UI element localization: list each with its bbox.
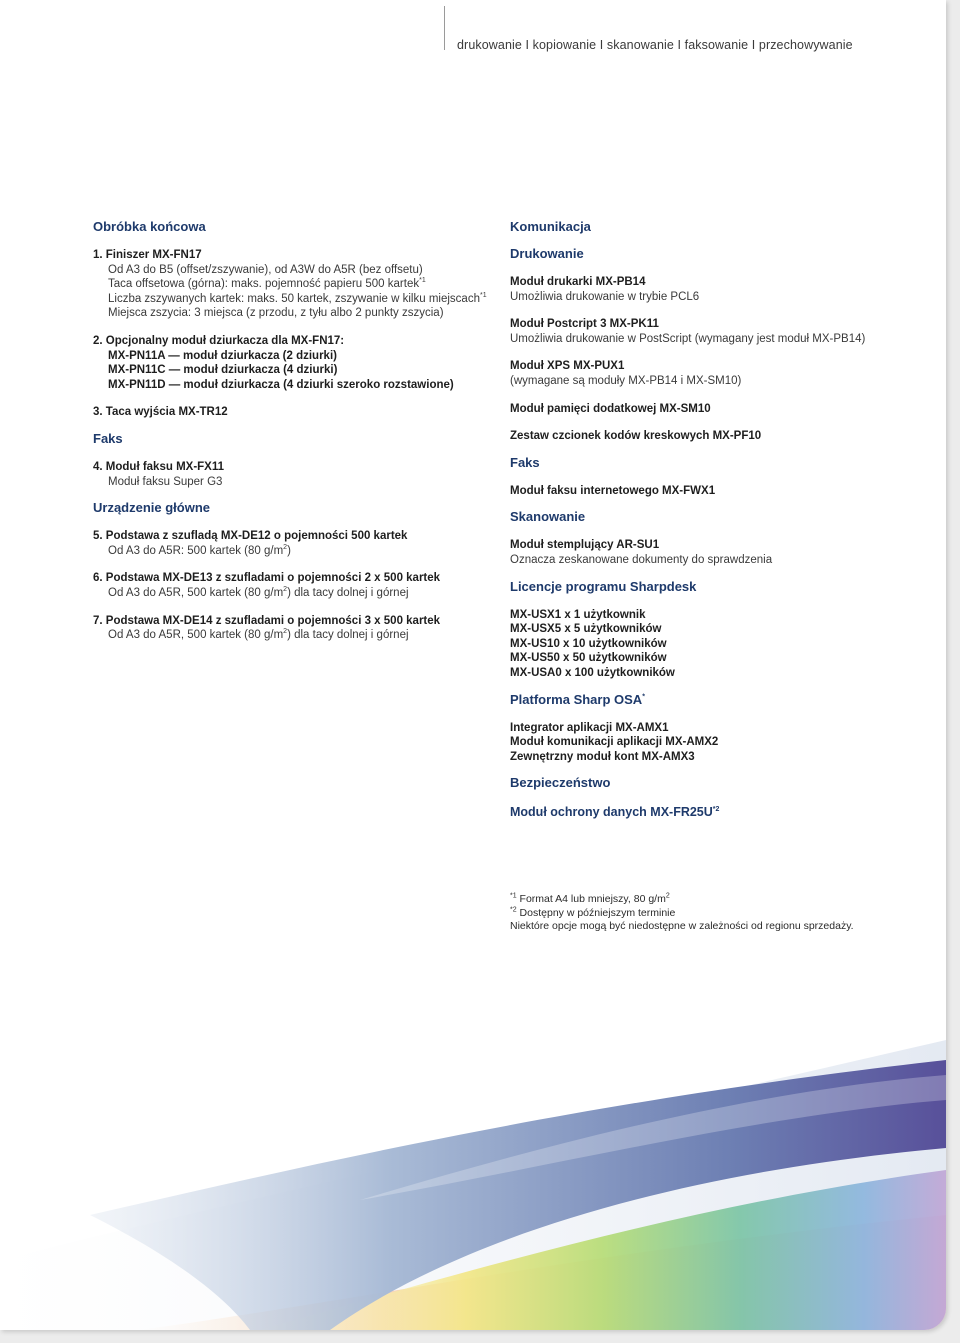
footnote-ref: * (642, 693, 645, 701)
footnote-ref: *1 (419, 277, 426, 285)
unit-sup: 2 (283, 543, 288, 551)
footnote-ref: *1 (479, 291, 487, 299)
osa-item: Integrator aplikacji MX-AMX1 (510, 721, 669, 734)
item-title: 2. Opcjonalny moduł dziurkacza dla MX-FN17: (93, 334, 345, 347)
footnote-mark: *2 (510, 906, 517, 913)
item-title: 5. Podstawa z szufladą MX-DE12 o pojemności 500 kartek (93, 530, 408, 543)
item-line-text: ) dla tacy dolnej i górnej (287, 629, 409, 642)
section-title-finishing: Obróbka końcowa (93, 219, 206, 234)
item-line: Moduł faksu Super G3 (108, 475, 223, 488)
option-title: Moduł XPS MX-PUX1 (510, 360, 625, 373)
footnote-mark: *1 (510, 892, 517, 900)
option-desc: (wymagane są moduły MX-PB14 i MX-SM10) (510, 374, 742, 387)
osa-item: Moduł komunikacji aplikacji MX-AMX2 (510, 736, 719, 749)
unit-sup: 2 (665, 892, 670, 900)
option-title: Moduł stemplujący AR-SU1 (510, 539, 660, 552)
item-line-text: Od A3 do A5R, 500 kartek (80 g/m (108, 629, 284, 642)
item-line-text: Od A3 do A5R: 500 kartek (80 g/m (108, 544, 284, 557)
footnote-text: Dostępny w późniejszym terminie (519, 906, 676, 919)
license-item: MX-USX1 x 1 użytkownik (510, 608, 646, 621)
item-line-text: Liczba zszywanych kartek: maks. 50 kartek, zszywanie w kilku miejscach (108, 292, 480, 305)
section-title-licenses: Licencje programu Sharpdesk (510, 578, 697, 594)
section-title-communication: Komunikacja (510, 219, 591, 234)
item-line: MX-PN11D — moduł dziurkacza (4 dziurki szeroko rozstawione) (108, 378, 454, 391)
license-item: MX-US10 x 10 użytkowników (510, 637, 667, 650)
footnote-text: Format A4 lub mniejszy, 80 g/m (519, 893, 666, 905)
license-item: MX-USX5 x 5 użytkowników (510, 623, 662, 636)
option-title: Zestaw czcionek kodów kreskowych MX-PF10 (510, 430, 762, 443)
option-desc: Umożliwia drukowanie w PostScript (wymagany jest moduł MX-PB14) (510, 332, 866, 345)
item-title: 7. Podstawa MX-DE14 z szufladami o pojemności 3 x 500 kartek (93, 614, 441, 627)
item-line-text: Taca offsetowa (górna): maks. pojemność papieru 500 kartek (108, 278, 420, 291)
option-title: Moduł Postcript 3 MX-PK11 (510, 318, 659, 331)
option-title: Moduł pamięci dodatkowej MX-SM10 (510, 402, 711, 415)
item-title: 6. Podstawa MX-DE13 z szufladami o pojemności 2 x 500 kartek (93, 572, 441, 585)
license-item: MX-US50 x 50 użytkowników (510, 652, 667, 665)
item-title: 3. Taca wyjścia MX-TR12 (93, 406, 228, 419)
section-title-printing: Drukowanie (510, 246, 584, 261)
item-title: 1. Finiszer MX-FN17 (93, 249, 202, 261)
unit-sup: 2 (283, 586, 288, 594)
section-title-fax: Faks (93, 430, 123, 446)
unit-sup: 2 (283, 628, 288, 636)
item-line-text: ) dla tacy dolnej i górnej (287, 586, 409, 599)
item-line: Od A3 do B5 (offset/zszywanie), od A3W do A5R (bez offsetu) (108, 263, 423, 276)
option-title: Moduł faksu internetowego MX-FWX1 (510, 484, 716, 497)
item-line-text: ) (287, 544, 291, 557)
section-title-main-unit: Urządzenie główne (93, 500, 211, 516)
section-title-fax: Faks (510, 454, 540, 470)
section-title-text: Platforma Sharp OSA (510, 691, 643, 707)
item-line: Miejsca zszycia: 3 miejsca (z przodu, z tyłu albo 2 punkty zszycia) (108, 307, 444, 320)
section-title-security: Bezpieczeństwo (510, 775, 611, 791)
option-title-text: Moduł ochrony danych MX-FR25U (510, 805, 713, 820)
section-title-scanning: Skanowanie (510, 509, 586, 525)
osa-item: Zewnętrzny moduł kont MX-AMX3 (510, 750, 695, 763)
option-desc: Umożliwia drukowanie w trybie PCL6 (510, 290, 700, 303)
page-header-nav: drukowanie I kopiowanie I skanowanie I faksowanie I przechowywanie (457, 38, 853, 52)
item-title: 4. Moduł faksu MX-FX11 (93, 460, 224, 473)
item-line: MX-PN11A — moduł dziurkacza (2 dziurki) (108, 349, 337, 362)
item-line: MX-PN11C — moduł dziurkacza (4 dziurki) (108, 364, 338, 377)
footnote-ref: *2 (712, 806, 720, 814)
footnote-3: Niektóre opcje mogą być niedostępne w zależności od regionu sprzedaży. (510, 920, 854, 932)
license-item: MX-USA0 x 100 użytkowników (510, 666, 675, 679)
option-desc: Oznacza zeskanowane dokumenty do sprawdzenia (510, 553, 773, 566)
option-title: Moduł drukarki MX-PB14 (510, 276, 646, 288)
item-line-text: Od A3 do A5R, 500 kartek (80 g/m (108, 586, 284, 599)
